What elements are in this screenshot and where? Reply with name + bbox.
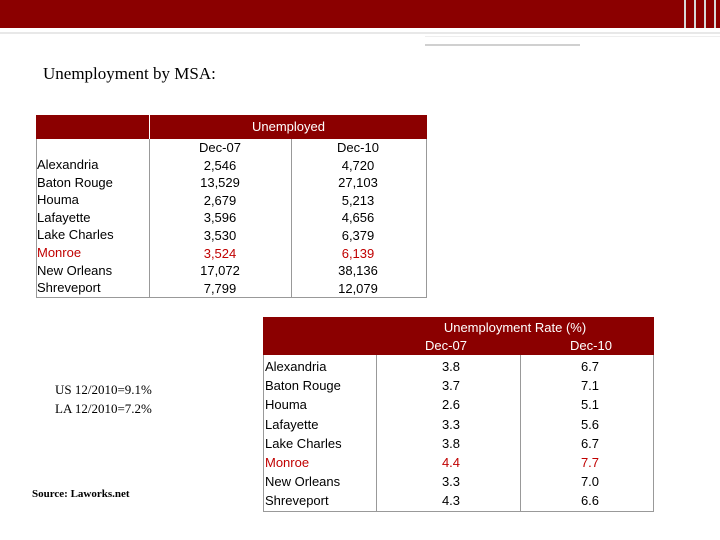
table-cell: 2,546 [203, 157, 237, 173]
table-cell: 4.4 [441, 455, 461, 471]
table2-col-dec10 [550, 357, 630, 511]
table-cell: 7.0 [580, 474, 600, 490]
table-cell: 3.8 [441, 359, 461, 374]
row-label: Houma [265, 397, 307, 413]
divider-line [0, 32, 720, 34]
row-label: Baton Rouge [265, 378, 341, 394]
table-cell: 6.7 [580, 435, 600, 451]
row-label: New Orleans [37, 262, 113, 278]
table-cell: 6,139 [341, 245, 375, 261]
column-header: Dec-10 [337, 140, 379, 155]
table-cell: 7,799 [203, 280, 237, 296]
top-banner [0, 0, 720, 28]
table1-col-dec07 [180, 139, 260, 297]
row-label: Lafayette [265, 416, 319, 432]
row-label: Alexandria [37, 157, 99, 172]
row-label: New Orleans [265, 474, 341, 490]
table2-header [376, 317, 654, 355]
la-rate-note: LA 12/2010=7.2% [55, 401, 152, 416]
slide-title: Unemployment by MSA: [43, 64, 216, 83]
row-label: Lake Charles [37, 227, 114, 243]
table-cell: 38,136 [338, 263, 378, 279]
table-cell: 4.3 [441, 493, 461, 509]
table1-group-header: Unemployed [150, 115, 427, 139]
row-label: Shreveport [37, 280, 101, 296]
table-cell: 5,213 [341, 192, 375, 208]
table-cell: 6,379 [341, 227, 375, 243]
table-cell: 5.1 [580, 397, 600, 413]
table-cell: 3,530 [203, 227, 237, 243]
table-cell: 3,596 [203, 210, 237, 226]
row-label: Shreveport [265, 493, 329, 509]
row-label: Monroe [37, 244, 82, 260]
table-cell: 13,529 [200, 175, 240, 191]
table-cell: 27,103 [338, 175, 378, 191]
table-cell: 5.6 [580, 416, 600, 432]
table-cell: 7.7 [580, 455, 600, 471]
divider-line [425, 44, 580, 46]
table2-header-corner [263, 317, 376, 355]
row-label: Monroe [265, 455, 310, 471]
rate-notes [55, 380, 152, 418]
source-note: Source: Laworks.net [32, 488, 130, 500]
table-cell: 2.6 [441, 397, 461, 413]
table-cell: 17,072 [200, 263, 240, 279]
column-header: Dec-07 [199, 140, 241, 155]
table2-col-dec07 [411, 357, 491, 511]
table1-col-dec10 [318, 139, 398, 297]
table-cell: 6.6 [580, 493, 600, 509]
table-cell: 4,656 [341, 210, 375, 226]
table-cell: 4,720 [341, 157, 375, 173]
banner-stripes [680, 0, 720, 28]
table1-header-corner [36, 115, 149, 139]
table-cell: 3.3 [441, 474, 461, 490]
row-label: Lafayette [37, 209, 91, 225]
row-label: Baton Rouge [37, 174, 113, 190]
us-rate-note: US 12/2010=9.1% [55, 382, 152, 397]
row-label: Houma [37, 192, 79, 208]
table-cell: 3.3 [441, 416, 461, 432]
table1-row-labels [37, 156, 114, 297]
table-cell: 2,679 [203, 192, 237, 208]
table-cell: 3.8 [441, 435, 461, 451]
divider-line [425, 36, 720, 37]
column-header: Dec-10 [570, 338, 612, 353]
table-cell: 3.7 [441, 378, 461, 394]
table2-row-labels [265, 357, 342, 511]
table-cell: 3,524 [203, 245, 237, 261]
table-cell: 12,079 [338, 280, 378, 296]
column-header: Dec-07 [425, 338, 467, 353]
row-label: Lake Charles [265, 435, 342, 451]
table2-group-header: Unemployment Rate (%) [443, 320, 587, 335]
table-cell: 6.7 [580, 359, 600, 374]
table-cell: 7.1 [580, 378, 600, 394]
row-label: Alexandria [265, 359, 327, 374]
